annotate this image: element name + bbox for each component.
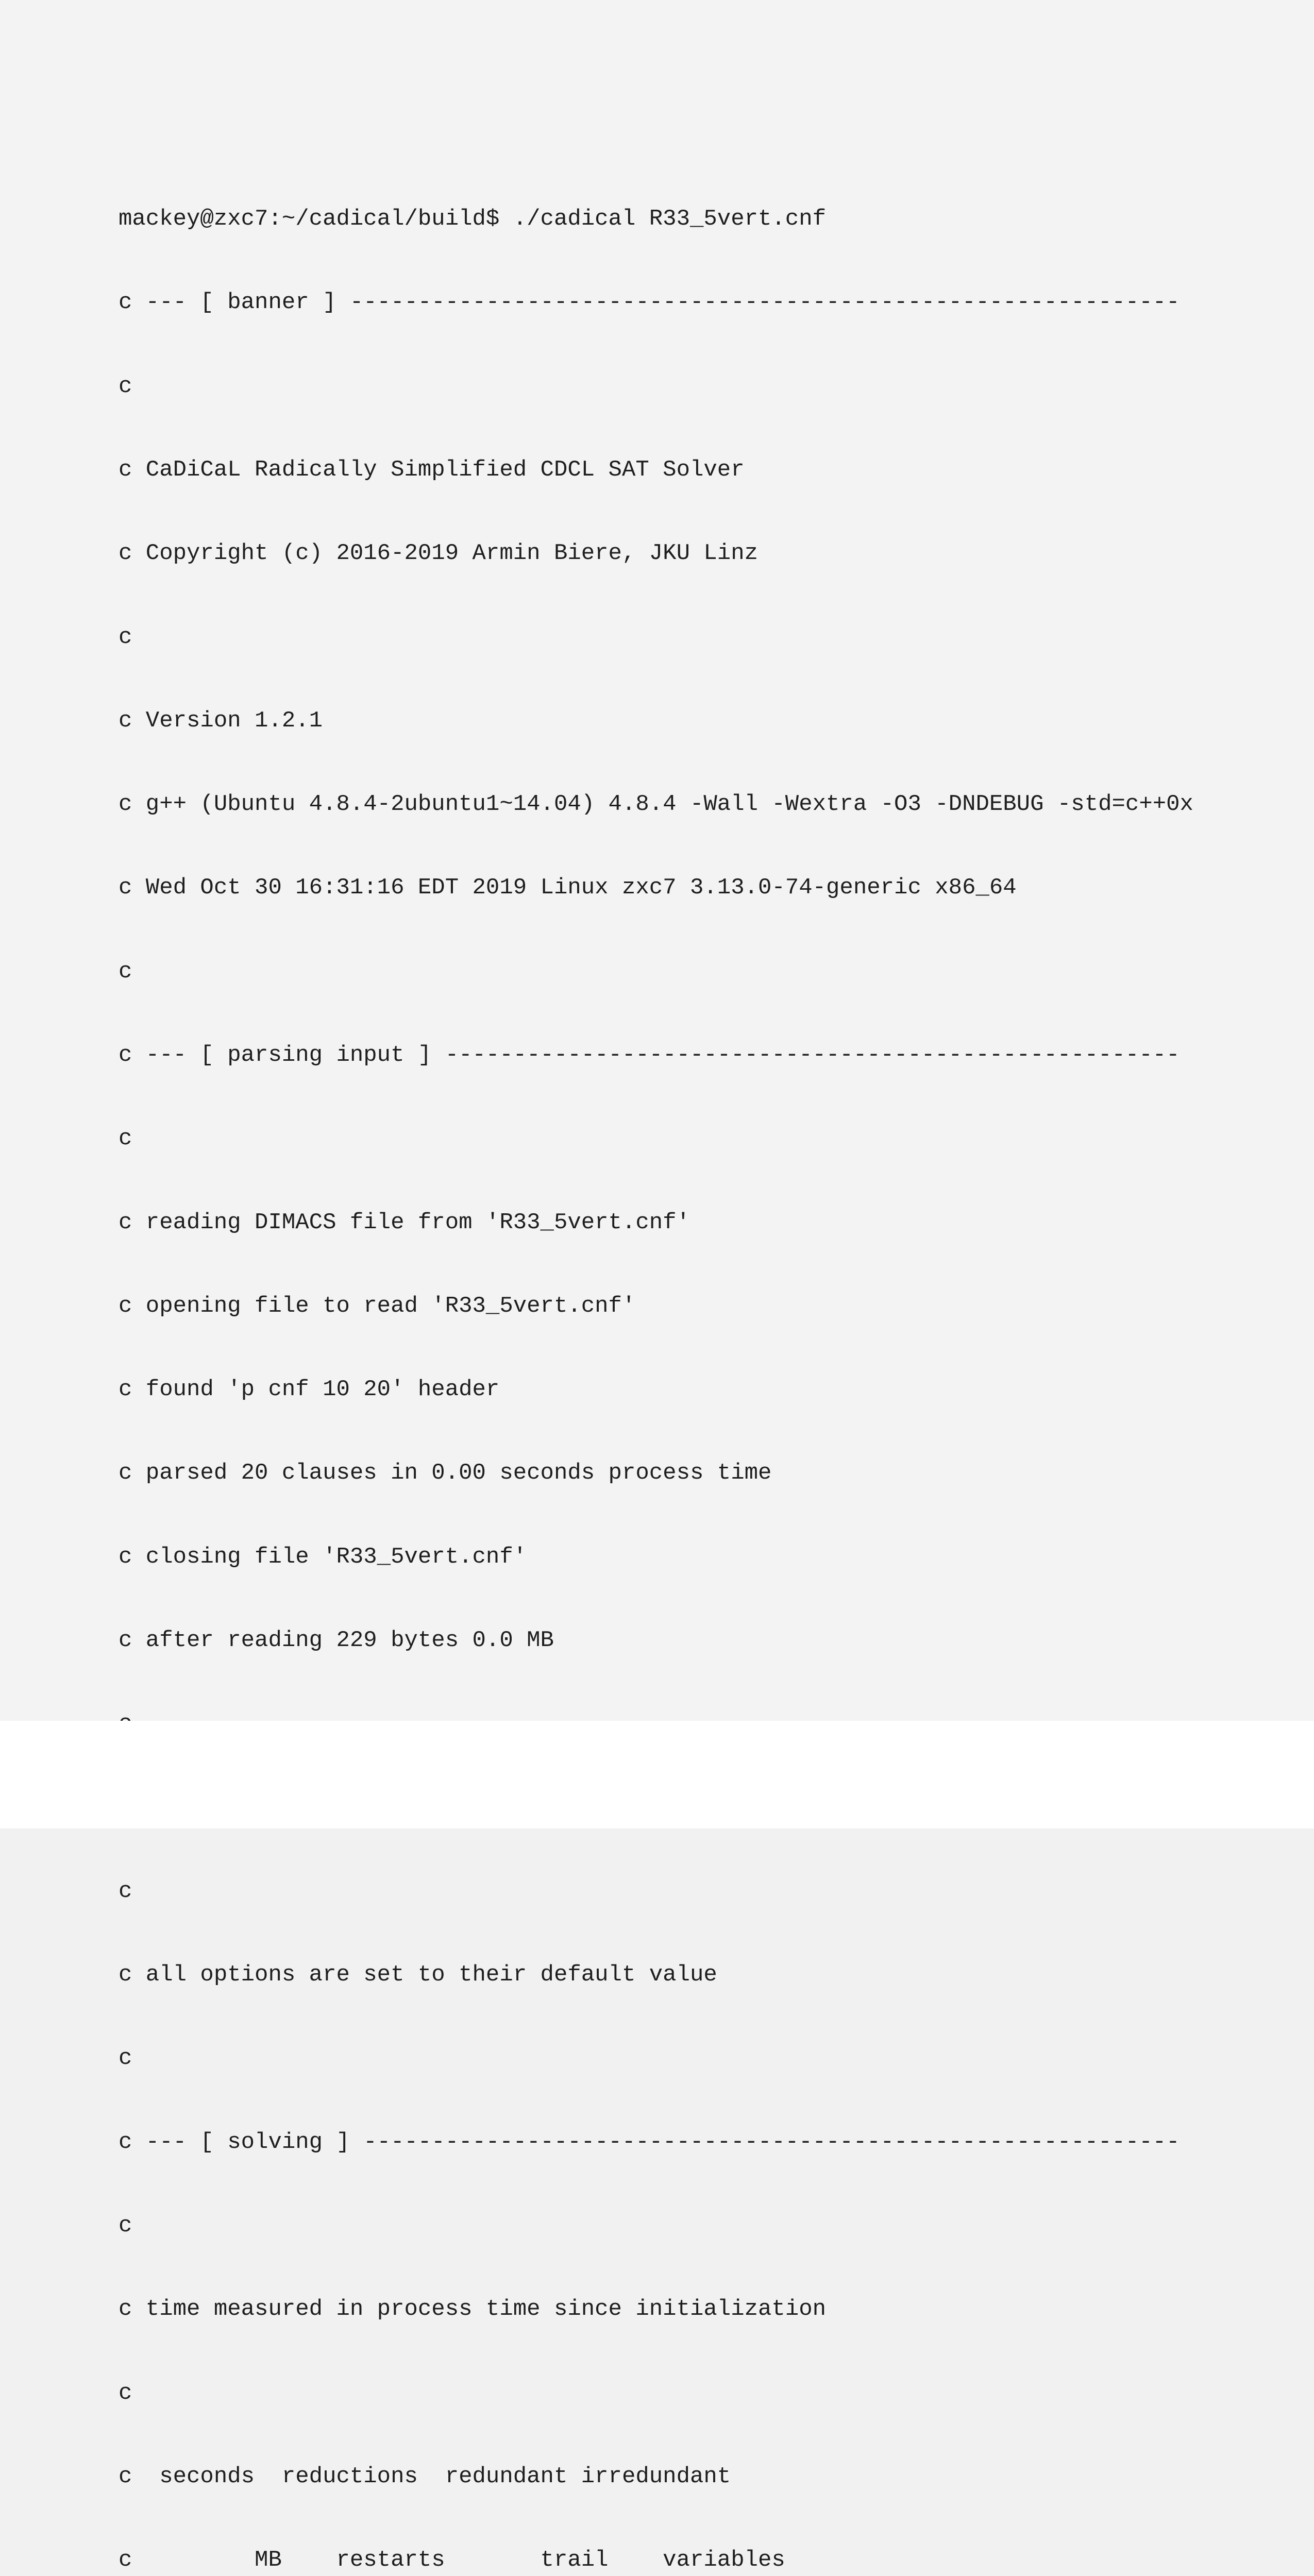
console-line: c [119, 1126, 132, 1152]
console-line: c closing file 'R33_5vert.cnf' [119, 1544, 527, 1570]
stats-column-header: c MB restarts trail variables [119, 2547, 785, 2573]
console-line: c [119, 958, 132, 985]
banner-header: c --- [ banner ] ------------------------------------------------------------- [119, 290, 1180, 316]
console-line: c CaDiCaL Radically Simplified CDCL SAT Solver [119, 457, 745, 483]
console-line: c [119, 624, 132, 650]
console-line: c found 'p cnf 10 20' header [119, 1377, 500, 1403]
console-line: c parsed 20 clauses in 0.00 seconds process time [119, 1460, 772, 1486]
console-line: c Version 1.2.1 [119, 707, 323, 734]
console-line: c opening file to read 'R33_5vert.cnf' [119, 1293, 636, 1319]
console-line: c [119, 1878, 132, 1904]
parsing-input-header: c --- [ parsing input ] ------------------------------------------------------ [119, 1042, 1180, 1068]
console-line: c Wed Oct 30 16:31:16 EDT 2019 Linux zxc7 3.13.0-74-generic x86_64 [119, 875, 1017, 901]
console-line: c [119, 2380, 132, 2406]
console-line: c all options are set to their default value [119, 1962, 717, 1988]
command-line: mackey@zxc7:~/cadical/build$ ./cadical R33_5vert.cnf [119, 206, 827, 232]
console-line: c [119, 373, 132, 399]
console-line: c g++ (Ubuntu 4.8.4-2ubuntu1~14.04) 4.8.4 -Wall -Wextra -O3 -DNDEBUG -std=c++0x [119, 791, 1193, 818]
scan-bottom-margin [0, 1721, 1314, 1828]
stats-column-header: c seconds reductions redundant irredundant [119, 2463, 731, 2489]
terminal-output [119, 149, 1201, 2576]
console-line: c [119, 2045, 132, 2072]
console-line: c reading DIMACS file from 'R33_5vert.cnf' [119, 1209, 690, 1235]
console-line: c Copyright (c) 2016-2019 Armin Biere, JKU Linz [119, 540, 759, 567]
console-line: c after reading 229 bytes 0.0 MB [119, 1627, 554, 1653]
console-line: c time measured in process time since initialization [119, 2296, 827, 2323]
solving-header: c --- [ solving ] ------------------------------------------------------------ [119, 2129, 1180, 2155]
console-line: c [119, 2212, 132, 2239]
